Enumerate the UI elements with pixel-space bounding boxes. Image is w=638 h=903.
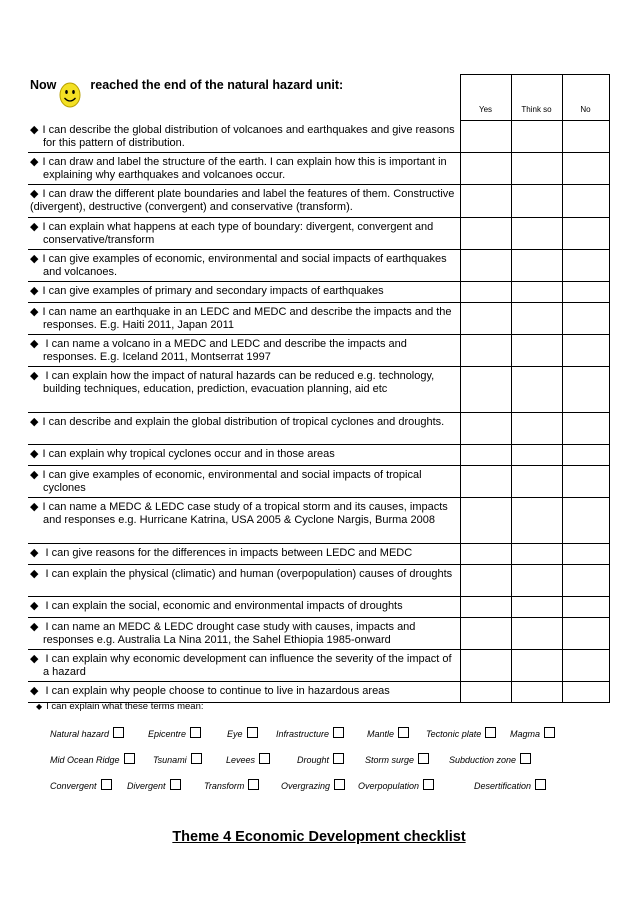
diamond-bullet-icon: ◆ xyxy=(30,600,39,612)
bullet-icon: ◆ xyxy=(36,702,43,711)
statement-label: I can give reasons for the differences in impacts between LEDC and MEDC xyxy=(42,547,413,559)
diamond-bullet-icon: ◆ xyxy=(30,370,39,382)
checklist-row xyxy=(28,282,609,303)
term-checkbox[interactable] xyxy=(423,779,434,790)
term-item xyxy=(148,727,201,739)
term-label: Mantle xyxy=(367,729,395,739)
answer-cell-think-so[interactable] xyxy=(511,682,562,703)
answer-cell-yes[interactable] xyxy=(460,250,511,282)
statement-text xyxy=(28,253,460,279)
term-checkbox[interactable] xyxy=(535,779,546,790)
checklist-row xyxy=(28,335,609,367)
term-checkbox[interactable] xyxy=(170,779,181,790)
diamond-bullet-icon: ◆ xyxy=(30,338,39,350)
term-label: Storm surge xyxy=(365,755,415,765)
answer-cell-no[interactable] xyxy=(562,466,609,498)
term-item xyxy=(226,753,270,765)
checklist-row xyxy=(28,250,609,282)
checklist-row xyxy=(28,218,609,250)
statement-text xyxy=(28,448,460,461)
term-checkbox[interactable] xyxy=(418,753,429,764)
term-label: Tectonic plate xyxy=(426,729,482,739)
statement-label: I can draw and label the structure of the earth. I can explain how this is important in explaining why earthquakes and volcanoes occur. xyxy=(42,156,447,181)
answer-cell-yes[interactable] xyxy=(460,618,511,650)
diamond-bullet-icon: ◆ xyxy=(30,306,39,318)
terms-title xyxy=(36,701,204,712)
diamond-bullet-icon: ◆ xyxy=(30,568,39,580)
term-label: Magma xyxy=(510,729,541,739)
checklist-row xyxy=(28,303,609,335)
statement-label: I can name a MEDC & LEDC case study of a tropical storm and its causes, impacts and responses e.g. Hurricane Katrina, USA 2005 & Cyclone Nargis, Burma 2008 xyxy=(42,501,448,526)
term-checkbox[interactable] xyxy=(333,727,344,738)
statement-label: I can explain why economic development can influence the severity of the impact of a hazard xyxy=(42,653,452,678)
answer-cell-think-so[interactable] xyxy=(511,335,562,367)
footer-title: Theme 4 Economic Development checklist xyxy=(172,829,466,845)
statement-label: I can give examples of economic, environmental and social impacts of earthquakes and volcanoes. xyxy=(42,253,447,278)
column-think-so: Think so xyxy=(511,75,562,121)
term-item xyxy=(365,753,429,765)
checklist-table xyxy=(28,74,610,703)
answer-cell-no[interactable] xyxy=(562,498,609,544)
diamond-bullet-icon: ◆ xyxy=(30,188,39,200)
answer-cell-no[interactable] xyxy=(562,218,609,250)
answer-cell-yes[interactable] xyxy=(460,682,511,703)
statement-label: I can explain why people choose to continue to live in hazardous areas xyxy=(42,685,390,697)
statement-text xyxy=(28,685,460,698)
checklist-row xyxy=(28,498,609,544)
statement-label: I can describe the global distribution of volcanoes and earthquakes and give reasons for this pattern of distribution. xyxy=(42,123,455,149)
term-item xyxy=(127,779,181,791)
answer-cell-no[interactable] xyxy=(562,544,609,565)
checklist-row xyxy=(28,367,609,413)
diamond-bullet-icon: ◆ xyxy=(30,653,39,665)
statement-text xyxy=(28,568,460,581)
answer-cell-think-so[interactable] xyxy=(511,121,562,153)
statement-label: I can explain why tropical cyclones occur and in those areas xyxy=(42,448,335,460)
term-item xyxy=(153,753,202,765)
checklist-row xyxy=(28,618,609,650)
term-label: Divergent xyxy=(127,781,166,791)
answer-cell-think-so[interactable] xyxy=(511,185,562,218)
answer-cell-no[interactable] xyxy=(562,565,609,597)
term-checkbox[interactable] xyxy=(248,779,259,790)
term-item xyxy=(204,779,259,791)
statement-text xyxy=(28,221,460,247)
statement-text xyxy=(28,469,460,495)
term-item xyxy=(227,727,258,739)
term-label: Eye xyxy=(227,729,243,739)
answer-cell-yes[interactable] xyxy=(460,153,511,185)
term-label: Tsunami xyxy=(153,755,187,765)
heading-before: Now xyxy=(30,78,57,92)
checklist-row xyxy=(28,185,609,218)
checklist-row xyxy=(28,466,609,498)
statement-label: I can give examples of economic, environmental and social impacts of tropical cyclones xyxy=(42,469,422,494)
answer-cell-think-so[interactable] xyxy=(511,218,562,250)
term-checkbox[interactable] xyxy=(333,753,344,764)
answer-cell-think-so[interactable] xyxy=(511,597,562,618)
answer-cell-no[interactable] xyxy=(562,250,609,282)
answer-cell-no[interactable] xyxy=(562,445,609,466)
diamond-bullet-icon: ◆ xyxy=(30,285,39,297)
answer-cell-no[interactable] xyxy=(562,367,609,413)
diamond-bullet-icon: ◆ xyxy=(30,621,39,633)
answer-cell-yes[interactable] xyxy=(460,121,511,153)
diamond-bullet-icon: ◆ xyxy=(30,123,39,136)
diamond-bullet-icon: ◆ xyxy=(30,469,39,481)
checklist-row xyxy=(28,413,609,445)
statement-label: I can explain how the impact of natural hazards can be reduced e.g. technology, building techniques, education, prediction, evacuation planning, aid etc xyxy=(42,370,435,395)
diamond-bullet-icon: ◆ xyxy=(30,156,39,168)
answer-cell-think-so[interactable] xyxy=(511,544,562,565)
answer-cell-no[interactable] xyxy=(562,153,609,185)
answer-cell-think-so[interactable] xyxy=(511,466,562,498)
header-row xyxy=(28,75,609,121)
statement-label: I can explain what happens at each type of boundary: divergent, convergent and conservative/transform xyxy=(42,221,434,246)
answer-cell-yes[interactable] xyxy=(460,335,511,367)
term-label: Natural hazard xyxy=(50,729,110,739)
statement-text xyxy=(28,124,460,150)
statement-label: I can give examples of primary and secondary impacts of earthquakes xyxy=(42,285,384,297)
answer-cell-yes[interactable] xyxy=(460,185,511,218)
term-item xyxy=(510,727,555,739)
term-label: Levees xyxy=(226,755,256,765)
term-checkbox[interactable] xyxy=(334,779,345,790)
answer-cell-yes[interactable] xyxy=(460,303,511,335)
diamond-bullet-icon: ◆ xyxy=(30,547,39,559)
diamond-bullet-icon: ◆ xyxy=(30,253,39,265)
term-checkbox[interactable] xyxy=(190,727,201,738)
term-checkbox[interactable] xyxy=(101,779,112,790)
answer-cell-no[interactable] xyxy=(562,618,609,650)
statement-text xyxy=(28,306,460,332)
term-item xyxy=(426,727,496,739)
statement-text xyxy=(28,501,460,527)
answer-cell-yes[interactable] xyxy=(460,413,511,445)
diamond-bullet-icon: ◆ xyxy=(30,501,39,513)
answer-cell-no[interactable] xyxy=(562,335,609,367)
answer-cell-yes[interactable] xyxy=(460,498,511,544)
answer-cell-yes[interactable] xyxy=(460,544,511,565)
term-label: Mid Ocean Ridge xyxy=(50,755,120,765)
checklist-row xyxy=(28,121,609,153)
answer-cell-no[interactable] xyxy=(562,597,609,618)
term-label: Desertification xyxy=(474,781,532,791)
term-checkbox[interactable] xyxy=(544,727,555,738)
term-item xyxy=(50,779,112,791)
answer-cell-no[interactable] xyxy=(562,413,609,445)
checklist-row xyxy=(28,153,609,185)
term-item xyxy=(474,779,546,791)
term-label: Transform xyxy=(204,781,245,791)
heading-after: reached the end of the natural hazard unit: xyxy=(90,78,344,92)
statement-label: I can name an MEDC & LEDC drought case study with causes, impacts and responses e.g. Australia La Nina 2011, the Sahel Ethiopia 1985-onward xyxy=(42,621,416,646)
answer-cell-no[interactable] xyxy=(562,682,609,703)
diamond-bullet-icon: ◆ xyxy=(30,448,39,460)
checklist-row xyxy=(28,544,609,565)
term-item xyxy=(358,779,434,791)
statement-label: I can explain the physical (climatic) and human (overpopulation) causes of droughts xyxy=(42,568,453,580)
term-item xyxy=(276,727,344,739)
statement-text xyxy=(28,653,460,679)
answer-cell-no[interactable] xyxy=(562,650,609,682)
answer-cell-think-so[interactable] xyxy=(511,282,562,303)
answer-cell-yes[interactable] xyxy=(460,445,511,466)
diamond-bullet-icon: ◆ xyxy=(30,416,39,428)
term-checkbox[interactable] xyxy=(398,727,409,738)
statement-label: I can explain the social, economic and environmental impacts of droughts xyxy=(42,600,403,612)
diamond-bullet-icon: ◆ xyxy=(30,221,39,233)
term-item xyxy=(50,727,124,739)
statement-text xyxy=(28,156,460,182)
term-label: Convergent xyxy=(50,781,97,791)
answer-cell-think-so[interactable] xyxy=(511,498,562,544)
answer-cell-yes[interactable] xyxy=(460,282,511,303)
term-checkbox[interactable] xyxy=(520,753,531,764)
column-yes: Yes xyxy=(460,75,511,121)
answer-cell-yes[interactable] xyxy=(460,367,511,413)
term-label: Epicentre xyxy=(148,729,187,739)
term-label: Overpopulation xyxy=(358,781,420,791)
answer-cell-no[interactable] xyxy=(562,121,609,153)
term-item xyxy=(297,753,344,765)
term-checkbox[interactable] xyxy=(485,727,496,738)
answer-cell-think-so[interactable] xyxy=(511,367,562,413)
answer-cell-yes[interactable] xyxy=(460,597,511,618)
term-checkbox[interactable] xyxy=(124,753,135,764)
checklist-row xyxy=(28,565,609,597)
term-checkbox[interactable] xyxy=(259,753,270,764)
diamond-bullet-icon: ◆ xyxy=(30,685,39,697)
answer-cell-no[interactable] xyxy=(562,303,609,335)
statement-text xyxy=(28,600,460,613)
answer-cell-no[interactable] xyxy=(562,282,609,303)
term-item xyxy=(367,727,409,739)
statement-text xyxy=(28,338,460,364)
term-item xyxy=(50,753,135,765)
term-checkbox[interactable] xyxy=(191,753,202,764)
answer-cell-think-so[interactable] xyxy=(511,618,562,650)
answer-cell-yes[interactable] xyxy=(460,565,511,597)
column-no: No xyxy=(562,75,609,121)
statement-text xyxy=(28,547,460,560)
statement-label: I can name an earthquake in an LEDC and MEDC and describe the impacts and the responses. E.g. Haiti 2011, Japan 2011 xyxy=(42,306,452,331)
answer-cell-no[interactable] xyxy=(562,185,609,218)
answer-cell-think-so[interactable] xyxy=(511,445,562,466)
checklist-row xyxy=(28,650,609,682)
answer-cell-think-so[interactable] xyxy=(511,413,562,445)
statement-label: I can name a volcano in a MEDC and LEDC and describe the impacts and responses. E.g. Iceland 2011, Montserrat 1997 xyxy=(42,338,407,363)
term-item xyxy=(281,779,345,791)
checklist-row xyxy=(28,597,609,618)
answer-cell-yes[interactable] xyxy=(460,650,511,682)
term-label: Infrastructure xyxy=(276,729,330,739)
statement-label: I can draw the different plate boundaries and label the features of them. Constructive (divergent), destructive (convergent) and conservative (transform). xyxy=(30,188,455,213)
checklist-row xyxy=(28,445,609,466)
statement-text xyxy=(28,416,460,429)
term-label: Drought xyxy=(297,755,330,765)
answer-cell-think-so[interactable] xyxy=(511,650,562,682)
statement-text xyxy=(28,285,460,298)
answer-cell-think-so[interactable] xyxy=(511,250,562,282)
terms-title-text: I can explain what these terms mean: xyxy=(46,701,204,712)
term-checkbox[interactable] xyxy=(247,727,258,738)
term-label: Subduction zone xyxy=(449,755,517,765)
statement-text xyxy=(28,370,460,396)
answer-cell-think-so[interactable] xyxy=(511,153,562,185)
term-checkbox[interactable] xyxy=(113,727,124,738)
term-label: Overgrazing xyxy=(281,781,331,791)
statement-label: I can describe and explain the global distribution of tropical cyclones and droughts. xyxy=(42,416,445,428)
term-item xyxy=(449,753,531,765)
checklist-row xyxy=(28,682,609,703)
statement-text xyxy=(28,188,460,214)
answer-cell-think-so[interactable] xyxy=(511,303,562,335)
answer-cell-yes[interactable] xyxy=(460,218,511,250)
answer-cell-think-so[interactable] xyxy=(511,565,562,597)
answer-cell-yes[interactable] xyxy=(460,466,511,498)
statement-text xyxy=(28,621,460,647)
